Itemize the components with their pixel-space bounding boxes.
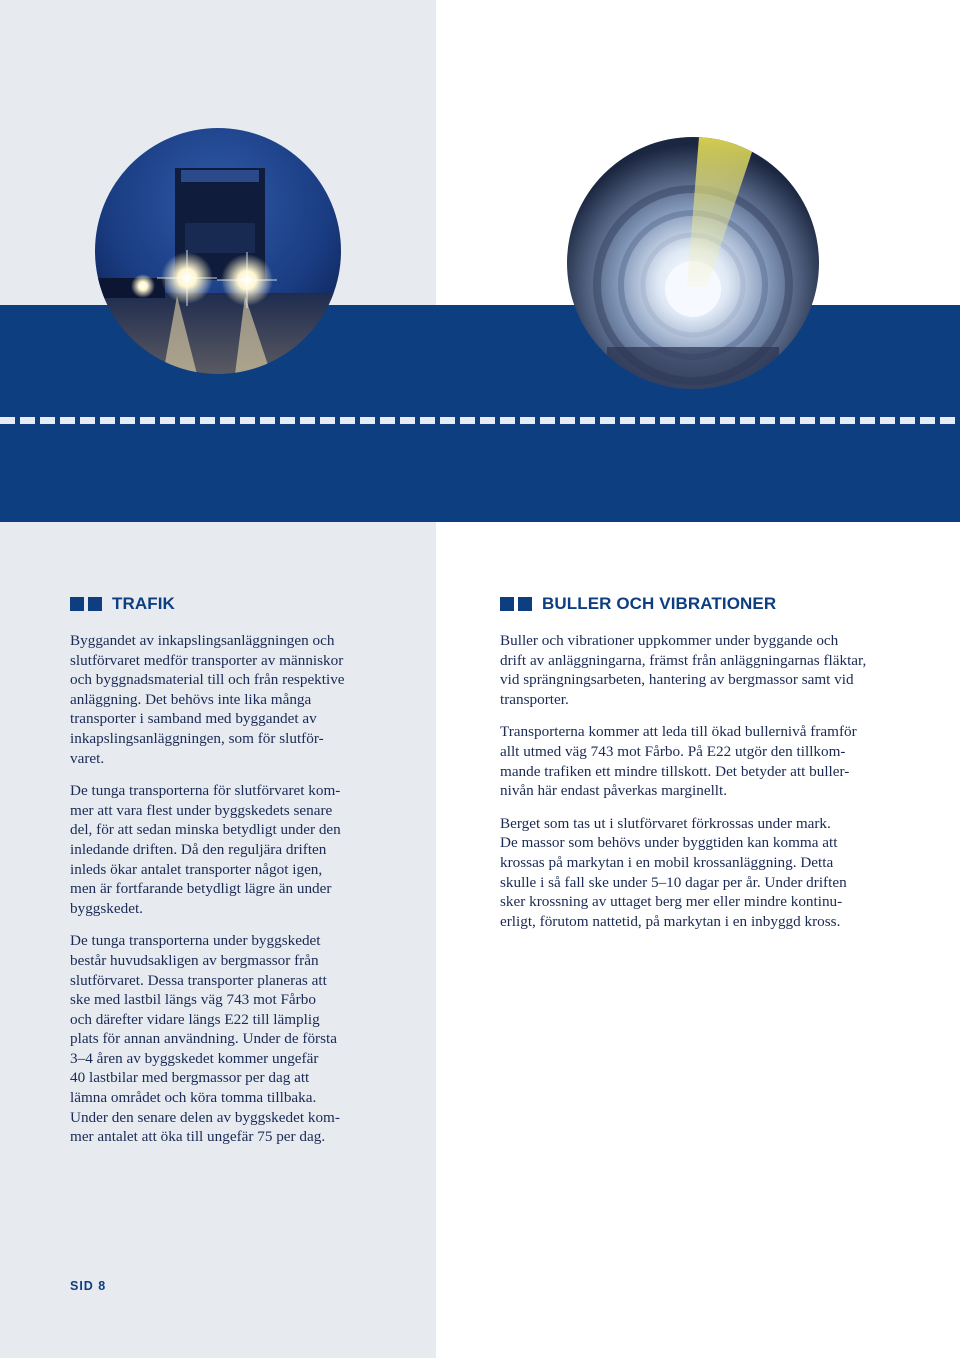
body-paragraph: Buller och vibrationer uppkommer under byggande och drift av anläggningarna, främst från anläggningarnas fläktar, vid sprängningsarbeten, hantering av bergmassor samt vid transporter. <box>500 632 867 708</box>
dashed-line <box>0 417 960 424</box>
tunnel-photo <box>567 137 819 389</box>
page-number: SID 8 <box>70 1279 107 1293</box>
truck-photo <box>95 128 341 374</box>
body-paragraph: Berget som tas ut i slutförvaret förkrossas under mark. De massor som behövs under byggtiden kan komma att krossas på markytan i en mobil krossanläggning. Detta skulle i så fall ske under 5–10 dagar per år. Under driften sker krossning av uttaget berg mer eller mindre kontinu- erligt, förutom nattetid, på markytan i en inbyggd kross. <box>500 814 847 930</box>
square-bullet-icon <box>500 597 514 611</box>
body-paragraph: Transporterna kommer att leda till ökad bullernivå framför allt utmed väg 743 mot Fårbo. På E22 utgör den tillkom- mande trafiken ett mindre tillskott. Det betyder att buller- nivån här endast påverkas marginellt. <box>500 723 857 800</box>
body-paragraph: Byggandet av inkapslingsanläggningen och slutförvaret medför transporter av människor och byggnadsmaterial till och från respektive anläggning. Det behövs inte lika många transporter i samband med byggandet av inkapslingsanläggningen, som för slutför- varet. <box>70 632 345 767</box>
buller-heading <box>500 594 776 614</box>
buller-title: BULLER OCH VIBRATIONER <box>542 594 777 613</box>
buller-body <box>500 631 892 944</box>
square-bullet-icon <box>70 597 84 611</box>
trafik-heading <box>70 594 175 614</box>
trafik-title: TRAFIK <box>112 594 175 613</box>
square-bullet-icon <box>88 597 102 611</box>
trafik-body <box>70 631 370 1160</box>
body-paragraph: De tunga transporterna under byggskedet består huvudsakligen av bergmassor från slutförvaret. Dessa transporter planeras att ske med lastbil längs väg 743 mot Fårbo och därefter vidare längs E22 till lämplig plats för annan användning. Under de första 3–4 åren av byggskedet kommer ungefär 40 lastbilar med bergmassor per dag att lämna området och köra tomma tillbaka. Under den senare delen av byggskedet kom- mer antalet att öka till ungefär 75 per dag. <box>70 932 340 1146</box>
body-paragraph: De tunga transporterna för slutförvaret kom- mer att vara flest under byggskedets senare del, för att sedan minska betydligt under den inledande driften. Då den reguljära driften inleds ökar antalet transporter något igen, men är fortfarande betydligt lägre än under byggskedet. <box>70 782 341 917</box>
square-bullet-icon <box>518 597 532 611</box>
